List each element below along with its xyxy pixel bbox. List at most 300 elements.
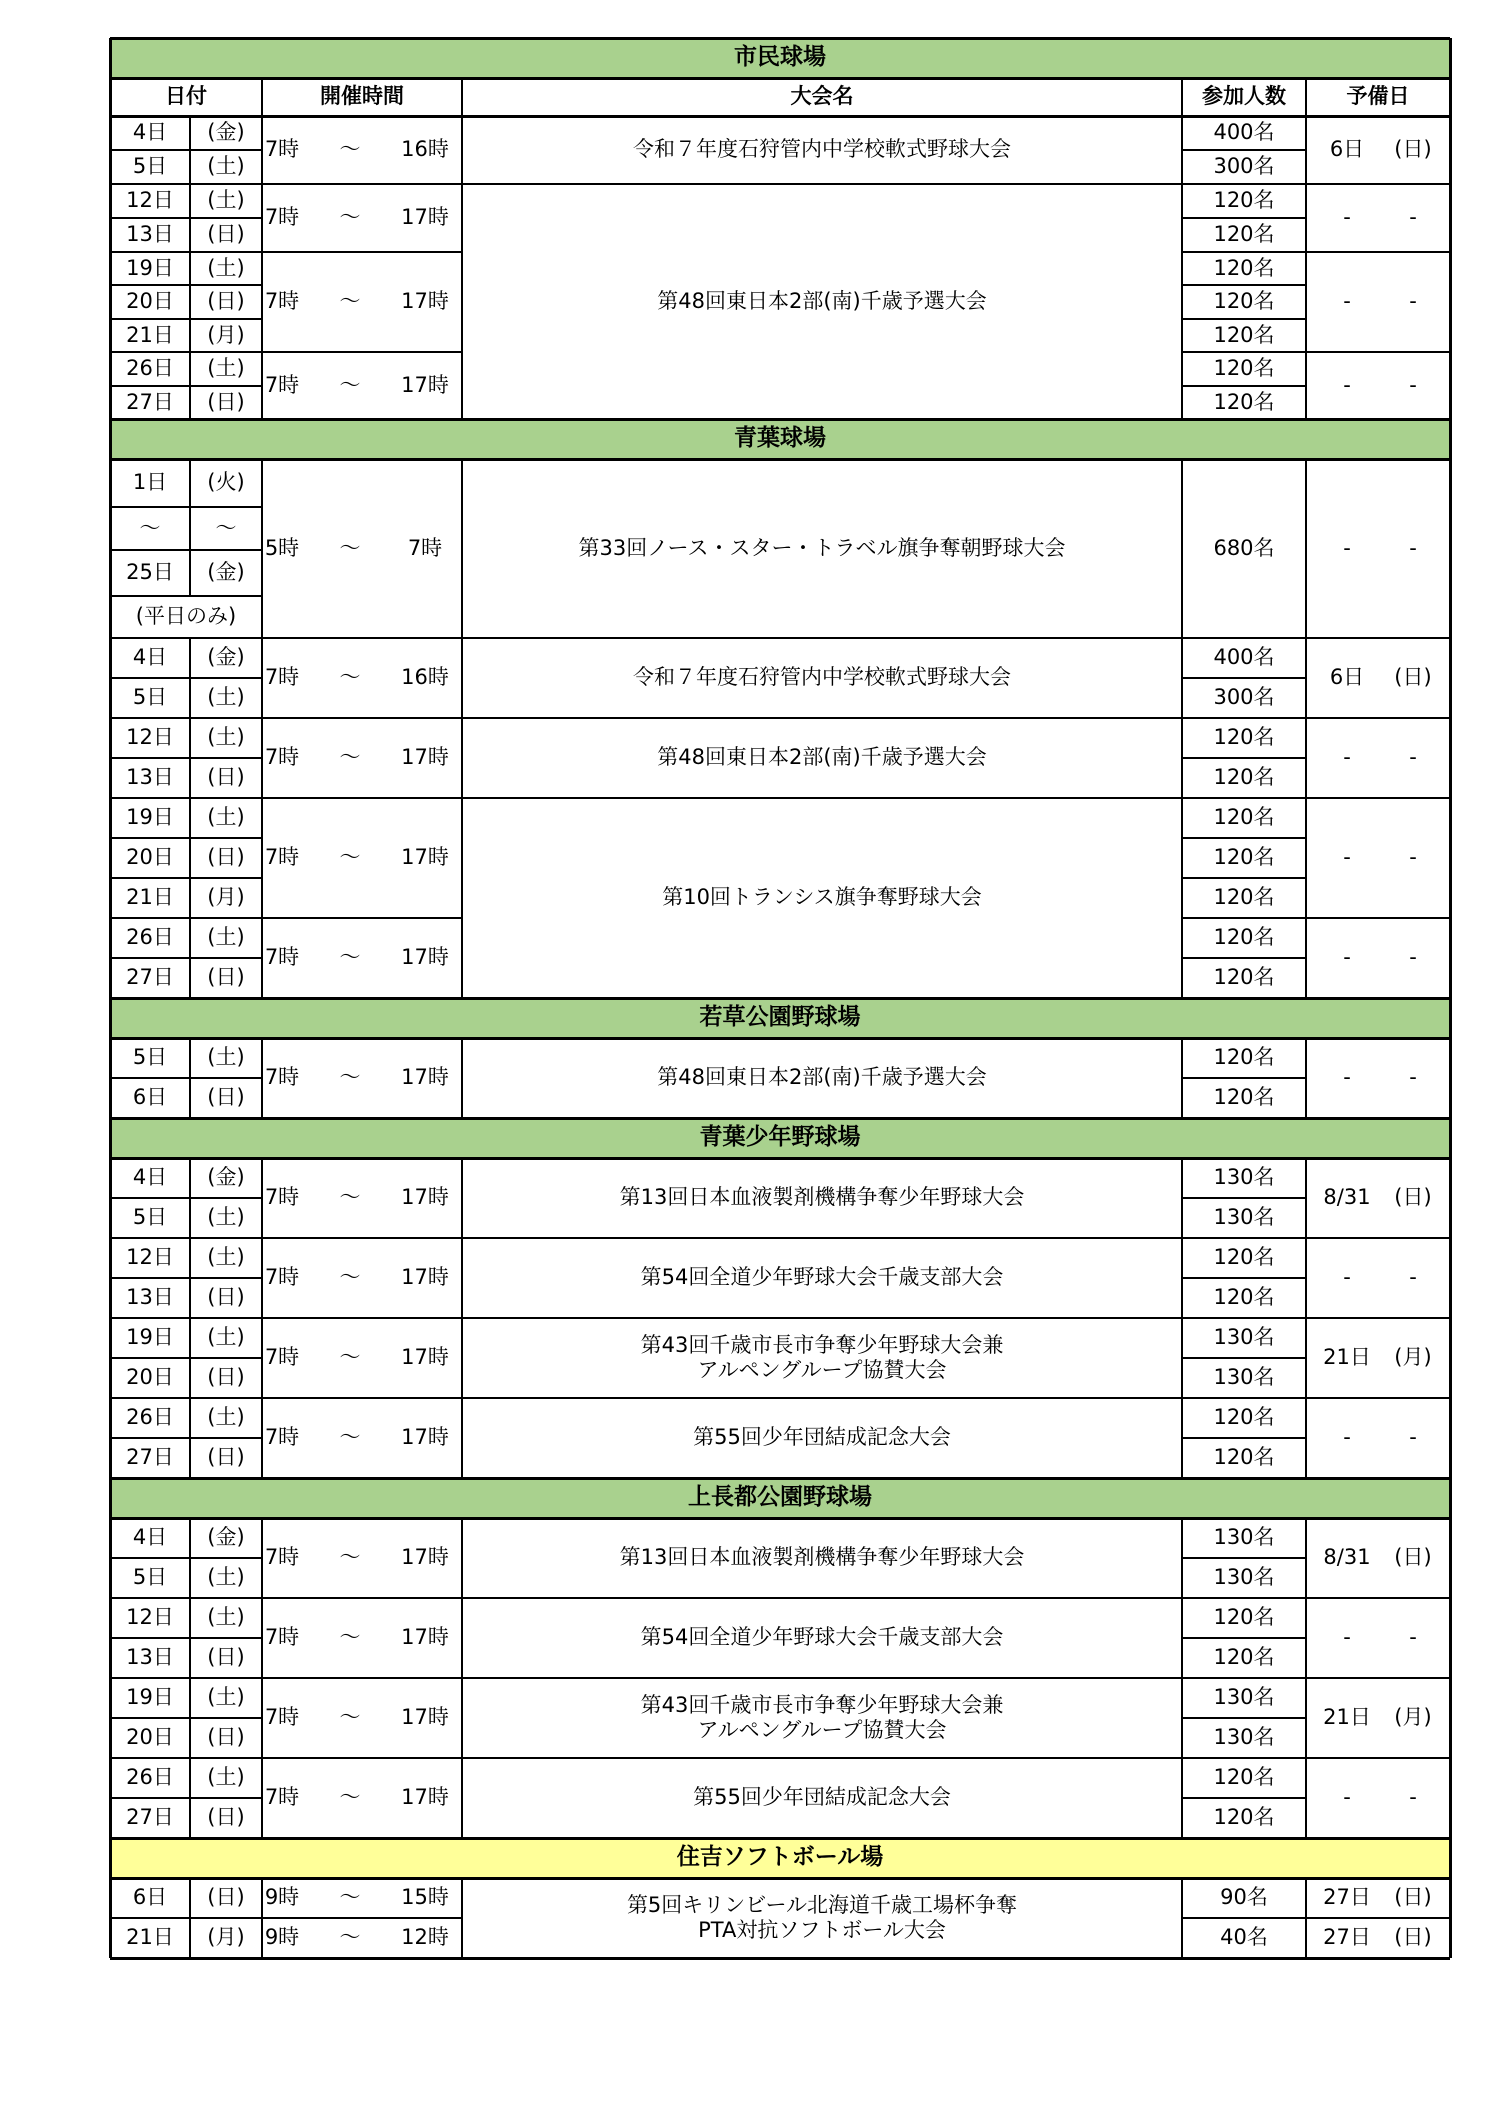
grid-line: [189, 252, 191, 285]
reserve-weekday: (日): [1394, 1545, 1432, 1570]
participant-count: 120名: [1213, 845, 1275, 870]
participant-count: 120名: [1213, 1805, 1275, 1830]
event-name: [462, 1758, 1182, 1838]
participant-count: 120名: [1213, 1765, 1275, 1790]
time-end: 16時: [401, 665, 449, 690]
reserve-day: -: [1343, 845, 1351, 870]
grid-line: [261, 116, 263, 419]
reserve-day: -: [1343, 945, 1351, 970]
date-weekday: (日): [207, 289, 245, 314]
participant-count: 120名: [1213, 289, 1275, 314]
grid-line: [189, 1678, 191, 1718]
date-weekday: (日): [207, 845, 245, 870]
date-day: 5日: [132, 1205, 168, 1230]
date-day: 13日: [126, 765, 174, 790]
reserve-weekday: -: [1409, 1625, 1417, 1650]
participant-count: 120名: [1213, 255, 1275, 280]
participant-count: 90名: [1220, 1885, 1268, 1910]
date-weekday: (日): [207, 1365, 245, 1390]
reserve-day: 21日: [1323, 1705, 1371, 1730]
time-start: 7時: [264, 665, 300, 690]
event-name: [462, 1038, 1182, 1118]
time-start: 7時: [264, 372, 300, 397]
time-end: 7時: [407, 535, 443, 560]
grid-line: [1181, 459, 1183, 998]
grid-line: [109, 459, 112, 998]
participant-count: 130名: [1213, 1205, 1275, 1230]
grid-line: [261, 459, 263, 998]
time-start: 9時: [264, 1925, 300, 1950]
time-start: 7時: [264, 137, 300, 162]
time-end: 17時: [401, 845, 449, 870]
date-weekday: (土): [207, 154, 245, 179]
time-separator: ～: [339, 205, 361, 230]
date-weekday: (土): [207, 1685, 245, 1710]
time-end: 17時: [401, 205, 449, 230]
grid-line: [189, 1238, 191, 1278]
participant-count: 130名: [1213, 1685, 1275, 1710]
date-weekday: (日): [207, 389, 245, 414]
date-day: 21日: [126, 1925, 174, 1950]
date-day: 21日: [126, 322, 174, 347]
time-separator: ～: [339, 1545, 361, 1570]
grid-line: [461, 1038, 463, 1118]
venue-title: 青葉球場: [734, 425, 826, 452]
grid-line: [1181, 1158, 1183, 1478]
time-separator: ～: [339, 845, 361, 870]
date-day: 26日: [126, 1765, 174, 1790]
reserve-day: 6日: [1329, 665, 1365, 690]
date-day: 21日: [126, 885, 174, 910]
grid-line: [461, 1518, 463, 1838]
date-weekday: (土): [207, 255, 245, 280]
grid-line: [109, 998, 112, 1038]
grid-line: [109, 116, 112, 419]
date-weekday: (火): [207, 470, 245, 495]
event-name-line: 第54回全道少年野球大会千歳支部大会: [640, 1625, 1004, 1650]
date-day: 19日: [126, 805, 174, 830]
reserve-day: -: [1343, 372, 1351, 397]
reserve-day: -: [1343, 289, 1351, 314]
time-separator: ～: [339, 1065, 361, 1090]
event-name-line: 第13回日本血液製剤機構争奪少年野球大会: [619, 1545, 1025, 1570]
grid-line: [261, 78, 263, 116]
grid-line: [189, 352, 191, 386]
grid-line: [1305, 1878, 1307, 1958]
event-name: [462, 459, 1182, 638]
time-separator: ～: [339, 1425, 361, 1450]
date-day: 12日: [126, 1245, 174, 1270]
grid-line: [110, 1837, 1450, 1840]
date-weekday: (金): [207, 1165, 245, 1190]
grid-line: [189, 1518, 191, 1558]
grid-line: [261, 1878, 263, 1958]
date-day: 20日: [126, 289, 174, 314]
date-weekday: (土): [207, 1205, 245, 1230]
time-end: 12時: [401, 1925, 449, 1950]
grid-line: [110, 418, 1450, 421]
reserve-weekday: -: [1409, 945, 1417, 970]
date-day: 13日: [126, 1285, 174, 1310]
event-name: [462, 1398, 1182, 1478]
time-end: 15時: [401, 1885, 449, 1910]
grid-line: [461, 459, 463, 998]
grid-line: [189, 459, 191, 507]
grid-line: [189, 1438, 191, 1478]
date-day: 12日: [126, 188, 174, 213]
time-separator: ～: [339, 1885, 361, 1910]
grid-line: [189, 319, 191, 352]
event-name: [462, 798, 1182, 998]
date-day: 25日: [126, 560, 174, 585]
grid-line: [110, 1957, 1450, 1960]
grid-line: [189, 1718, 191, 1758]
reserve-weekday: -: [1409, 1265, 1417, 1290]
time-start: 7時: [264, 1705, 300, 1730]
date-weekday: ～: [215, 515, 237, 540]
event-name: [462, 1878, 1182, 1958]
date-day: 12日: [126, 725, 174, 750]
participant-count: 120名: [1213, 222, 1275, 247]
date-weekday: (日): [207, 1085, 245, 1110]
grid-line: [1449, 419, 1452, 459]
time-start: 7時: [264, 1065, 300, 1090]
time-separator: ～: [339, 372, 361, 397]
venue-title: 上長都公園野球場: [688, 1484, 872, 1511]
time-separator: ～: [339, 1185, 361, 1210]
time-start: 7時: [264, 745, 300, 770]
grid-line: [261, 1038, 263, 1118]
time-start: 7時: [264, 1345, 300, 1370]
event-name: [462, 184, 1182, 419]
participant-count: 120名: [1213, 322, 1275, 347]
date-weekday: (土): [207, 685, 245, 710]
grid-line: [261, 1158, 263, 1478]
grid-line: [109, 1118, 112, 1158]
date-day: 19日: [126, 1685, 174, 1710]
grid-line: [109, 1478, 112, 1518]
grid-line: [1449, 38, 1452, 78]
event-name-line: 第48回東日本2部(南)千歳予選大会: [657, 1065, 987, 1090]
date-day: 13日: [126, 1645, 174, 1670]
date-day: 5日: [132, 685, 168, 710]
date-weekday: (金): [207, 120, 245, 145]
event-name-line: 令和７年度石狩管内中学校軟式野球大会: [633, 665, 1011, 690]
date-weekday: (月): [207, 885, 245, 910]
grid-line: [189, 918, 191, 958]
event-name-line: 第55回少年団結成記念大会: [693, 1425, 951, 1450]
grid-line: [189, 838, 191, 878]
participant-count: 120名: [1213, 356, 1275, 381]
time-separator: ～: [339, 1345, 361, 1370]
date-weekday: (月): [207, 1925, 245, 1950]
reserve-day: -: [1343, 535, 1351, 560]
time-separator: ～: [339, 535, 361, 560]
grid-line: [189, 550, 191, 596]
date-weekday: (日): [207, 222, 245, 247]
time-separator: ～: [339, 665, 361, 690]
reserve-day: 6日: [1329, 137, 1365, 162]
venue-title: 住吉ソフトボール場: [676, 1844, 884, 1871]
time-end: 17時: [401, 1185, 449, 1210]
participant-count: 120名: [1213, 765, 1275, 790]
event-name-line: アルペングループ協賛大会: [697, 1358, 947, 1382]
grid-line: [1449, 1118, 1452, 1158]
participant-count: 120名: [1213, 805, 1275, 830]
grid-line: [461, 116, 463, 419]
grid-line: [1449, 1838, 1452, 1878]
header-event: 大会名: [790, 84, 854, 109]
grid-line: [189, 1358, 191, 1398]
participant-count: 120名: [1213, 1405, 1275, 1430]
date-weekday: (日): [207, 765, 245, 790]
event-name-line: アルペングループ協賛大会: [697, 1718, 947, 1742]
time-start: 7時: [264, 1185, 300, 1210]
reserve-day: 8/31: [1323, 1185, 1371, 1210]
grid-line: [189, 1038, 191, 1078]
date-weekday: (土): [207, 725, 245, 750]
time-end: 17時: [401, 1265, 449, 1290]
grid-line: [189, 958, 191, 998]
grid-line: [1305, 459, 1307, 998]
reserve-day: -: [1343, 205, 1351, 230]
grid-line: [1449, 1878, 1452, 1958]
grid-line: [1449, 1478, 1452, 1518]
grid-line: [1181, 1038, 1183, 1118]
grid-line: [110, 1477, 1450, 1480]
participant-count: 120名: [1213, 389, 1275, 414]
grid-line: [1181, 1518, 1183, 1838]
reserve-weekday: (月): [1394, 1345, 1432, 1370]
grid-line: [109, 1038, 112, 1118]
time-separator: ～: [339, 1925, 361, 1950]
date-weekday: (日): [207, 1885, 245, 1910]
grid-line: [461, 1878, 463, 1958]
date-weekday: (土): [207, 356, 245, 381]
grid-line: [1305, 1158, 1307, 1478]
event-name-line: 第55回少年団結成記念大会: [693, 1785, 951, 1810]
time-end: 17時: [401, 1785, 449, 1810]
participant-count: 120名: [1213, 1645, 1275, 1670]
reserve-day: 27日: [1323, 1925, 1371, 1950]
time-end: 16時: [401, 137, 449, 162]
grid-line: [189, 1598, 191, 1638]
grid-line: [189, 1798, 191, 1838]
reserve-day: -: [1343, 1425, 1351, 1450]
reserve-weekday: -: [1409, 289, 1417, 314]
grid-line: [189, 150, 191, 184]
grid-line: [189, 218, 191, 252]
event-name-line: 第33回ノース・スター・トラベル旗争奪朝野球大会: [578, 535, 1066, 560]
grid-line: [109, 1878, 112, 1958]
date-weekday: (金): [207, 645, 245, 670]
grid-line: [189, 285, 191, 319]
reserve-weekday: -: [1409, 745, 1417, 770]
date-weekday: (金): [207, 1525, 245, 1550]
participant-count: 130名: [1213, 1725, 1275, 1750]
time-end: 17時: [401, 1625, 449, 1650]
date-weekday: (土): [207, 925, 245, 950]
grid-line: [1305, 1038, 1307, 1118]
reserve-day: -: [1343, 1265, 1351, 1290]
event-name: [462, 1598, 1182, 1678]
header-reserve: 予備日: [1346, 84, 1410, 109]
grid-line: [189, 1158, 191, 1198]
participant-count: 400名: [1213, 645, 1275, 670]
grid-line: [1449, 998, 1452, 1038]
grid-line: [1305, 116, 1307, 419]
participant-count: 680名: [1213, 535, 1275, 560]
time-end: 17時: [401, 1545, 449, 1570]
time-start: 7時: [264, 845, 300, 870]
grid-line: [189, 1638, 191, 1678]
reserve-weekday: -: [1409, 205, 1417, 230]
time-separator: ～: [339, 1785, 361, 1810]
reserve-weekday: (日): [1394, 665, 1432, 690]
time-start: 7時: [264, 289, 300, 314]
grid-line: [189, 1318, 191, 1358]
grid-line: [189, 1758, 191, 1798]
date-day: 4日: [132, 645, 168, 670]
event-name-line: 第43回千歳市長市争奪少年野球大会兼: [640, 1332, 1004, 1357]
participant-count: 400名: [1213, 120, 1275, 145]
date-day: 4日: [132, 120, 168, 145]
participant-count: 300名: [1213, 685, 1275, 710]
date-day: 5日: [132, 1565, 168, 1590]
participant-count: 300名: [1213, 154, 1275, 179]
event-name: [462, 638, 1182, 718]
date-day: 12日: [126, 1605, 174, 1630]
participant-count: 130名: [1213, 1565, 1275, 1590]
date-weekday: (月): [207, 322, 245, 347]
date-day: 26日: [126, 1405, 174, 1430]
reserve-weekday: (日): [1394, 137, 1432, 162]
reserve-weekday: (月): [1394, 1705, 1432, 1730]
grid-line: [189, 678, 191, 718]
participant-count: 120名: [1213, 1245, 1275, 1270]
date-day: 19日: [126, 255, 174, 280]
date-day: 6日: [132, 1885, 168, 1910]
time-end: 17時: [401, 1345, 449, 1370]
time-end: 17時: [401, 372, 449, 397]
time-start: 5時: [264, 535, 300, 560]
event-name-line: 第5回キリンビール北海道千歳工場杯争奪: [626, 1892, 1018, 1917]
reserve-weekday: -: [1409, 535, 1417, 560]
date-day: 20日: [126, 1365, 174, 1390]
reserve-day: -: [1343, 1625, 1351, 1650]
grid-line: [189, 1878, 191, 1918]
header-time: 開催時間: [320, 84, 404, 109]
date-weekday: (日): [207, 965, 245, 990]
header-date: 日付: [165, 84, 207, 109]
participant-count: 120名: [1213, 1045, 1275, 1070]
event-name: [462, 718, 1182, 798]
participant-count: 130名: [1213, 1365, 1275, 1390]
grid-line: [110, 997, 1450, 1000]
date-day: 5日: [132, 154, 168, 179]
time-start: 7時: [264, 1425, 300, 1450]
time-start: 7時: [264, 1625, 300, 1650]
date-day: 27日: [126, 389, 174, 414]
time-start: 7時: [264, 1265, 300, 1290]
time-separator: ～: [339, 945, 361, 970]
grid-line: [1449, 1158, 1452, 1478]
grid-line: [189, 507, 191, 550]
grid-line: [189, 718, 191, 758]
grid-line: [189, 1398, 191, 1438]
participant-count: 120名: [1213, 925, 1275, 950]
time-end: 17時: [401, 945, 449, 970]
participant-count: 130名: [1213, 1165, 1275, 1190]
time-separator: ～: [339, 1265, 361, 1290]
date-day: 4日: [132, 1525, 168, 1550]
time-start: 7時: [264, 1545, 300, 1570]
participant-count: 120名: [1213, 725, 1275, 750]
grid-line: [261, 1518, 263, 1838]
grid-line: [189, 386, 191, 419]
date-weekday: (土): [207, 1765, 245, 1790]
date-weekday: (土): [207, 1605, 245, 1630]
grid-line: [1181, 1878, 1183, 1958]
reserve-weekday: -: [1409, 1065, 1417, 1090]
date-day: 27日: [126, 1805, 174, 1830]
reserve-day: -: [1343, 1785, 1351, 1810]
grid-line: [110, 1117, 1450, 1120]
grid-line: [1449, 1038, 1452, 1118]
participant-count: 120名: [1213, 885, 1275, 910]
date-weekday: (土): [207, 188, 245, 213]
grid-line: [189, 638, 191, 678]
time-end: 17時: [401, 1065, 449, 1090]
time-start: 7時: [264, 205, 300, 230]
participant-count: 120名: [1213, 188, 1275, 213]
event-name: [462, 1318, 1182, 1398]
reserve-day: 8/31: [1323, 1545, 1371, 1570]
date-day: 27日: [126, 1445, 174, 1470]
time-separator: ～: [339, 137, 361, 162]
date-day: 4日: [132, 1165, 168, 1190]
grid-line: [1305, 1518, 1307, 1838]
reserve-weekday: -: [1409, 372, 1417, 397]
venue-title: 青葉少年野球場: [699, 1124, 861, 1151]
participant-count: 40名: [1220, 1925, 1268, 1950]
event-name-line: 第48回東日本2部(南)千歳予選大会: [657, 745, 987, 770]
date-day: ～: [139, 515, 161, 540]
reserve-weekday: (日): [1394, 1925, 1432, 1950]
grid-line: [189, 1918, 191, 1958]
date-weekday: (土): [207, 1565, 245, 1590]
participant-count: 120名: [1213, 1605, 1275, 1630]
reserve-weekday: (日): [1394, 1885, 1432, 1910]
grid-line: [1449, 116, 1452, 419]
grid-line: [189, 116, 191, 150]
date-weekday: (日): [207, 1645, 245, 1670]
time-end: 17時: [401, 289, 449, 314]
time-start: 9時: [264, 1885, 300, 1910]
time-separator: ～: [339, 289, 361, 314]
grid-line: [1449, 78, 1452, 116]
grid-line: [1181, 78, 1183, 116]
event-name: [462, 1158, 1182, 1238]
grid-line: [109, 1518, 112, 1838]
date-day: 27日: [126, 965, 174, 990]
time-start: 7時: [264, 1785, 300, 1810]
time-separator: ～: [339, 745, 361, 770]
reserve-weekday: -: [1409, 1785, 1417, 1810]
date-day: 1日: [132, 470, 168, 495]
grid-line: [189, 1198, 191, 1238]
grid-line: [110, 37, 1450, 40]
